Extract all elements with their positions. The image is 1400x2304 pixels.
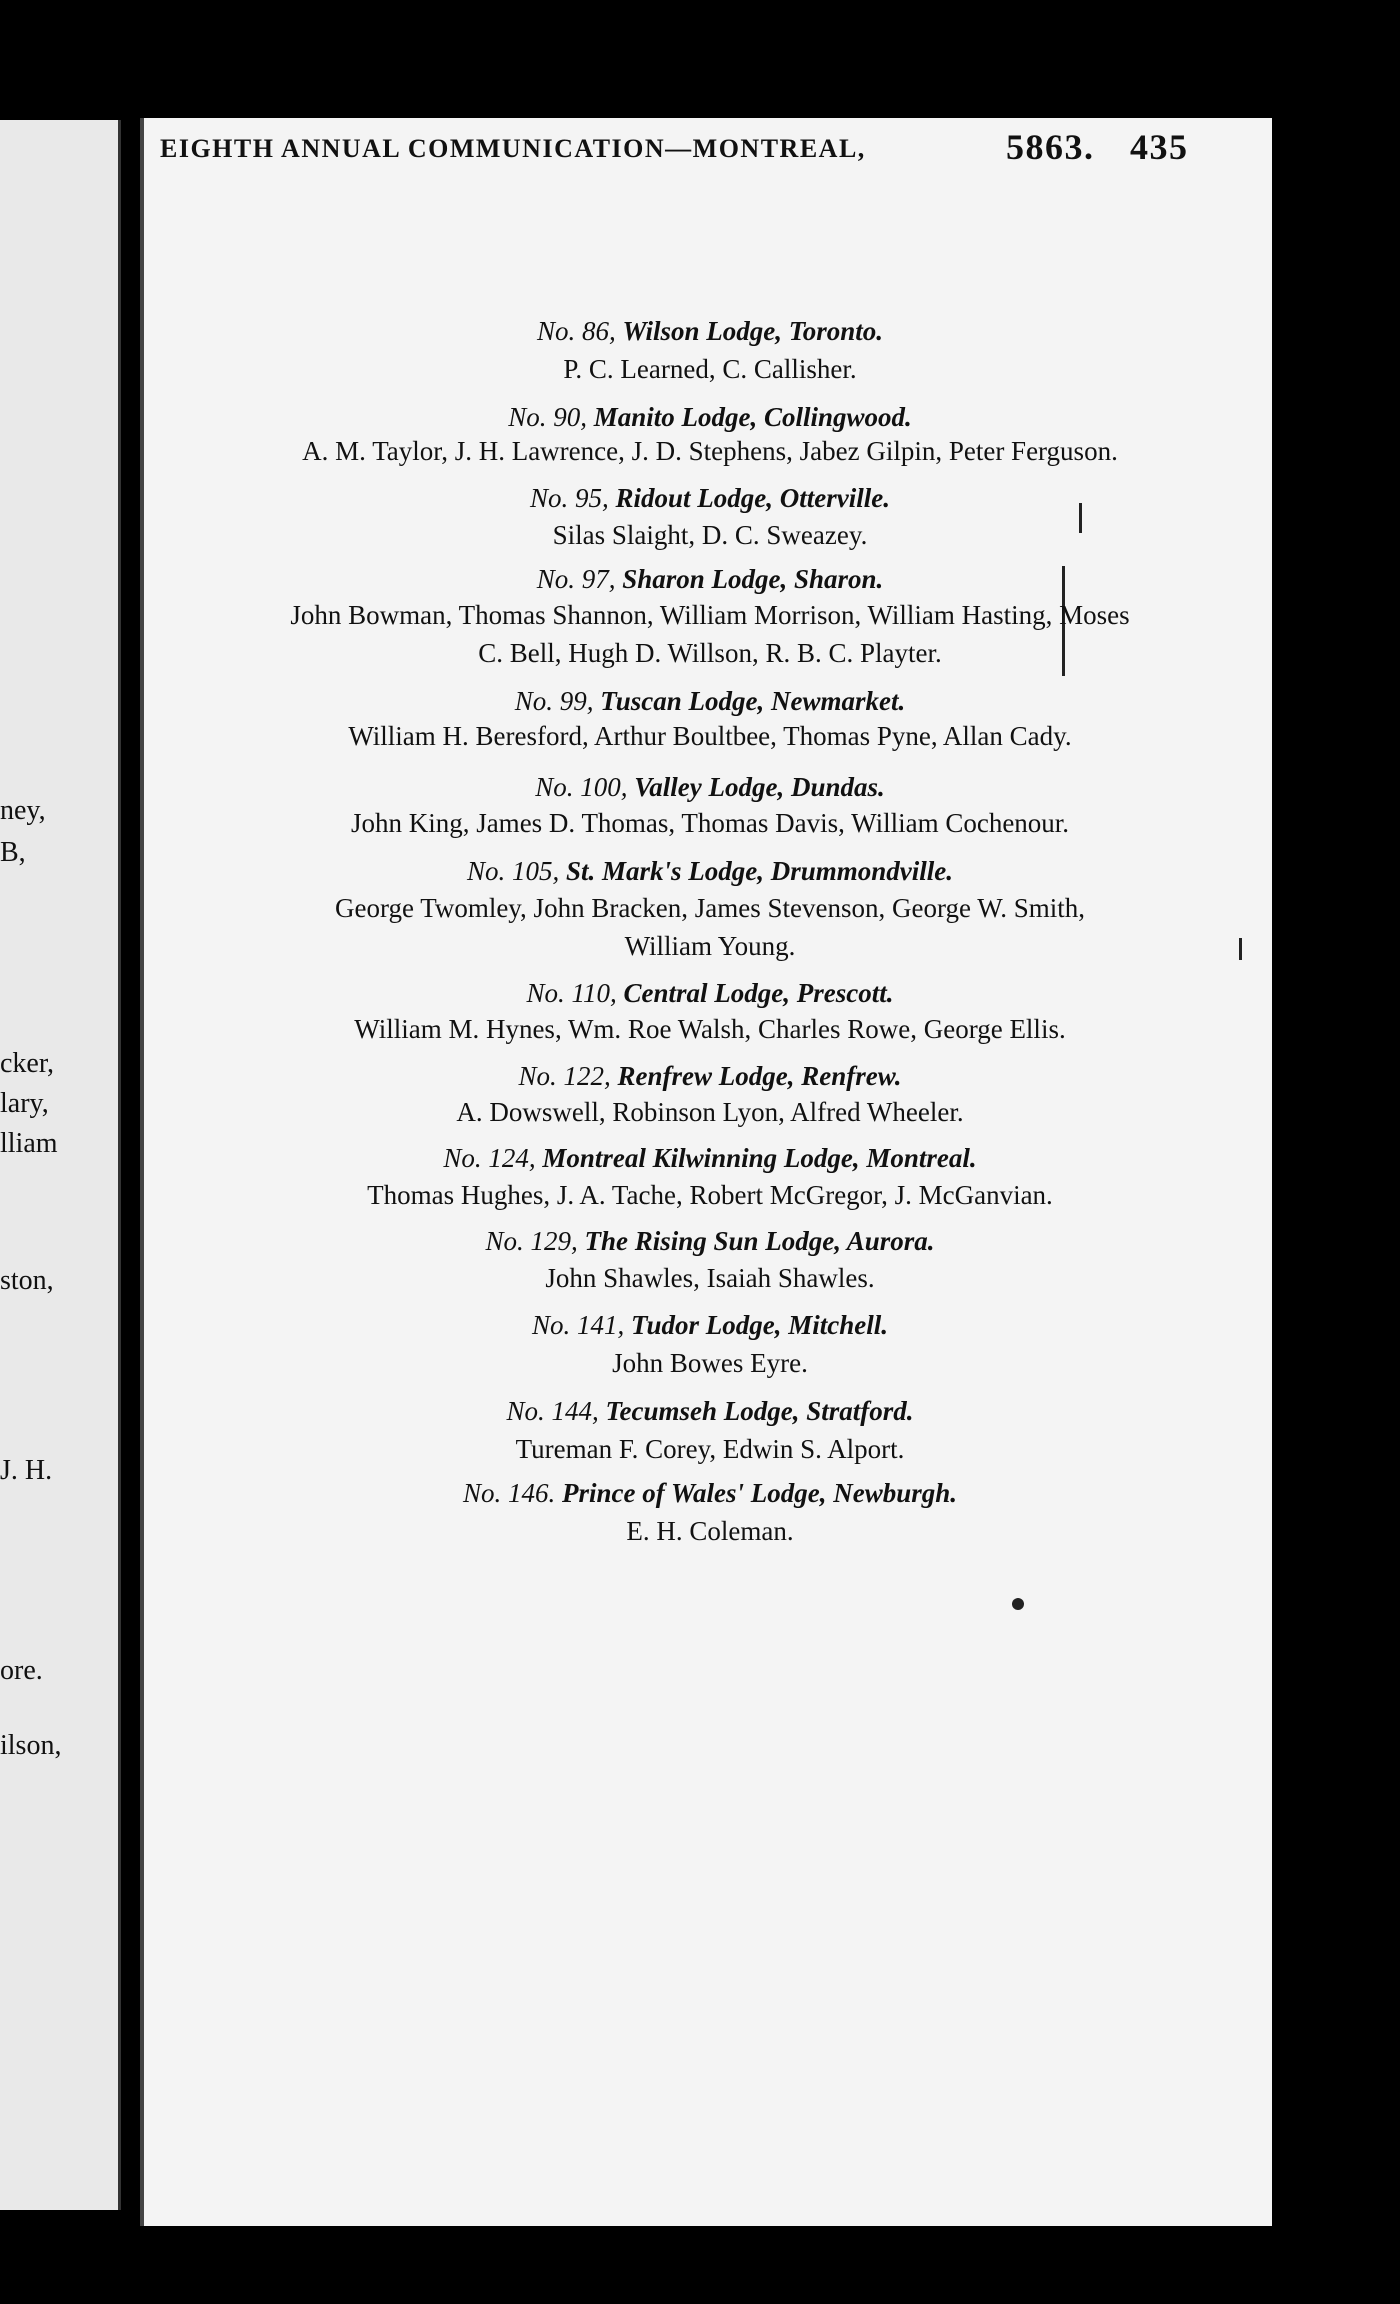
- lodge-heading: [180, 1143, 1240, 1174]
- ink-blot: [1012, 1598, 1024, 1610]
- lodge-heading: [180, 402, 1240, 433]
- lodge-number: No. 124,: [443, 1143, 536, 1173]
- lodge-number: No. 97,: [536, 564, 616, 594]
- lodge-name: Prince of Wales' Lodge, Newburgh.: [562, 1478, 957, 1508]
- lodge-number: No. 110,: [526, 978, 617, 1008]
- member-names: A. M. Taylor, J. H. Lawrence, J. D. Stephens, Jabez Gilpin, Peter Ferguson.: [302, 436, 1118, 466]
- member-names: William Young.: [624, 931, 796, 961]
- lodge-heading: [180, 1061, 1240, 1092]
- member-names: John Bowman, Thomas Shannon, William Morrison, William Hasting, Moses: [290, 600, 1130, 630]
- lodge-name: Wilson Lodge, Toronto.: [622, 316, 884, 346]
- member-names: William H. Beresford, Arthur Boultbee, Thomas Pyne, Allan Cady.: [348, 721, 1072, 751]
- lodge-number: No. 146.: [462, 1478, 556, 1508]
- lodge-heading: [180, 686, 1240, 717]
- member-names: A. Dowswell, Robinson Lyon, Alfred Wheeler.: [456, 1097, 964, 1127]
- lodge-number: No. 90,: [508, 402, 587, 432]
- lodge-heading: [180, 483, 1240, 514]
- lodge-name: St. Mark's Lodge, Drummondville.: [565, 856, 954, 886]
- lodge-heading: [180, 564, 1240, 595]
- lodge-number: No. 105,: [466, 856, 560, 886]
- member-names: John Bowes Eyre.: [612, 1348, 808, 1378]
- lodge-heading: [180, 772, 1240, 803]
- lodge-name: Renfrew Lodge, Renfrew.: [617, 1061, 902, 1091]
- margin-fragment: ore.: [0, 1655, 43, 1686]
- margin-fragment: ston,: [0, 1265, 54, 1296]
- member-names: John King, James D. Thomas, Thomas Davis, William Cochenour.: [350, 808, 1070, 838]
- page-number: 435: [1130, 127, 1189, 167]
- lodge-number: No. 122,: [518, 1061, 611, 1091]
- member-names: George Twomley, John Bracken, James Stevenson, George W. Smith,: [334, 893, 1085, 923]
- lodge-heading: [180, 1478, 1240, 1509]
- lodge-heading: [180, 856, 1240, 887]
- lodge-number: No. 100,: [535, 772, 628, 802]
- member-names: P. C. Learned, C. Callisher.: [563, 354, 857, 384]
- lodge-name: Valley Lodge, Dundas.: [634, 772, 885, 802]
- running-header: [160, 122, 1189, 172]
- margin-fragment: lliam: [0, 1128, 58, 1159]
- margin-fragment: ilson,: [0, 1730, 62, 1761]
- lodge-heading: [180, 1310, 1240, 1341]
- lodge-heading: [180, 1226, 1240, 1257]
- member-names: E. H. Coleman.: [626, 1516, 794, 1546]
- lodge-name: Tuscan Lodge, Newmarket.: [600, 686, 906, 716]
- margin-fragment: cker,: [0, 1048, 55, 1079]
- member-names: Tureman F. Corey, Edwin S. Alport.: [515, 1434, 905, 1464]
- lodge-name: Manito Lodge, Collingwood.: [593, 402, 912, 432]
- lodge-name: The Rising Sun Lodge, Aurora.: [584, 1226, 935, 1256]
- member-names: Thomas Hughes, J. A. Tache, Robert McGregor, J. McGanvian.: [367, 1180, 1053, 1210]
- margin-fragment: lary,: [0, 1088, 49, 1119]
- left-page-edge: [0, 120, 121, 2210]
- member-names: William M. Hynes, Wm. Roe Walsh, Charles Rowe, George Ellis.: [354, 1014, 1066, 1044]
- lodge-number: No. 99,: [514, 686, 594, 716]
- member-names: John Shawles, Isaiah Shawles.: [545, 1263, 875, 1293]
- lodge-heading: [180, 316, 1240, 347]
- member-names: Silas Slaight, D. C. Sweazey.: [552, 520, 868, 550]
- header-year: 5863.: [1006, 127, 1095, 167]
- lodge-number: No. 95,: [530, 483, 609, 513]
- margin-fragment: B,: [0, 837, 26, 868]
- lodge-number: No. 86,: [536, 316, 616, 346]
- lodge-number: No. 144,: [506, 1396, 599, 1426]
- header-title: EIGHTH ANNUAL COMMUNICATION—MONTREAL,: [160, 134, 866, 163]
- lodge-name: Tecumseh Lodge, Stratford.: [605, 1396, 914, 1426]
- margin-fragment: ney,: [0, 795, 46, 826]
- lodge-number: No. 129,: [485, 1226, 578, 1256]
- lodge-name: Tudor Lodge, Mitchell.: [631, 1310, 888, 1340]
- member-names: C. Bell, Hugh D. Willson, R. B. C. Playter.: [478, 638, 942, 668]
- lodge-heading: [180, 978, 1240, 1009]
- lodge-name: Central Lodge, Prescott.: [623, 978, 894, 1008]
- lodge-number: No. 141,: [531, 1310, 625, 1340]
- lodge-heading: [180, 1396, 1240, 1427]
- lodge-name: Montreal Kilwinning Lodge, Montreal.: [542, 1143, 977, 1173]
- lodge-name: Ridout Lodge, Otterville.: [615, 483, 890, 513]
- margin-fragment: J. H.: [0, 1455, 53, 1486]
- lodge-name: Sharon Lodge, Sharon.: [622, 564, 884, 594]
